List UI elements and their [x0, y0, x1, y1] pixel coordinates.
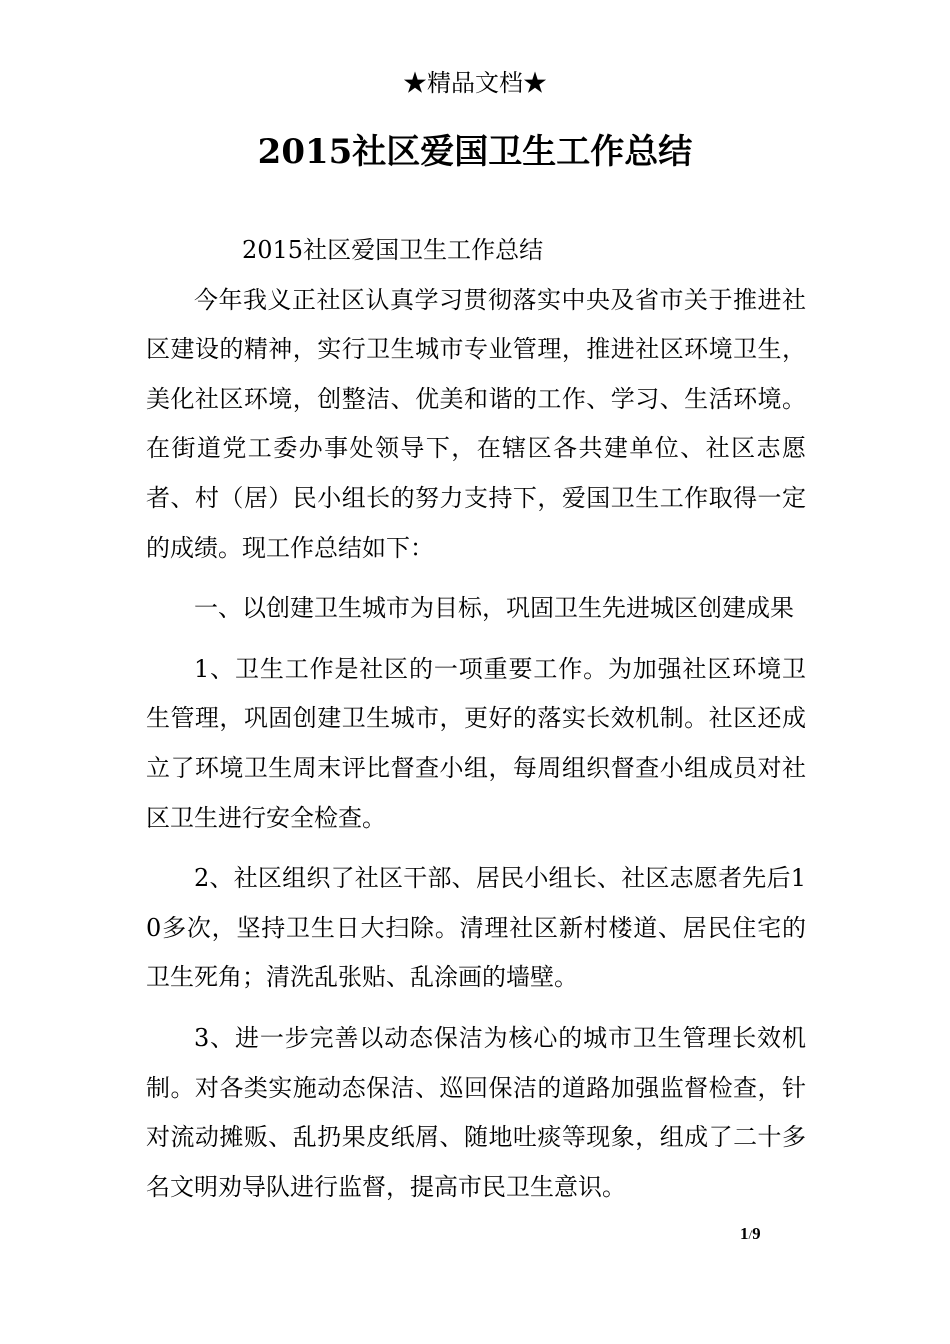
paragraph-item-1: 1、卫生工作是社区的一项重要工作。为加强社区环境卫生管理，巩固创建卫生城市，更好的落实长效机制。社区还成立了环境卫生周末评比督查小组，每周组织督查小组成员对社区卫生进行安全检查。	[146, 654, 806, 832]
page-total: 9	[752, 1224, 761, 1243]
document-title: 2015社区爱国卫生工作总结	[257, 132, 693, 172]
page-separator: /	[748, 1227, 753, 1242]
document-body	[146, 226, 806, 1212]
paragraph-item-2: 2、社区组织了社区干部、居民小组长、社区志愿者先后10多次，坚持卫生日大扫除。清理社区新村楼道、居民住宅的卫生死角；清洗乱张贴、乱涂画的墙壁。	[146, 864, 806, 992]
page-current: 1	[740, 1224, 749, 1243]
document-subtitle: 2015社区爱国卫生工作总结	[242, 236, 544, 264]
page-number	[740, 1224, 761, 1245]
section-heading-1: 一、以创建卫生城市为目标，巩固卫生先进城区创建成果	[194, 594, 794, 623]
paragraph-item-3: 3、进一步完善以动态保洁为核心的城市卫生管理长效机制。对各类实施动态保洁、巡回保洁的道路加强监督检查，针对流动摊贩、乱扔果皮纸屑、随地吐痰等现象，组成了二十多名文明劝导队进行监督，提高市民卫生意识。	[146, 1023, 806, 1201]
page-header-label: ★精品文档★	[403, 69, 547, 97]
paragraph-intro: 今年我义正社区认真学习贯彻落实中央及省市关于推进社区建设的精神，实行卫生城市专业管理，推进社区环境卫生，美化社区环境，创整洁、优美和谐的工作、学习、生活环境。在街道党工委办事处领导下，在辖区各共建单位、社区志愿者、村（居）民小组长的努力支持下，爱国卫生工作取得一定的成绩。现工作总结如下：	[146, 285, 806, 562]
